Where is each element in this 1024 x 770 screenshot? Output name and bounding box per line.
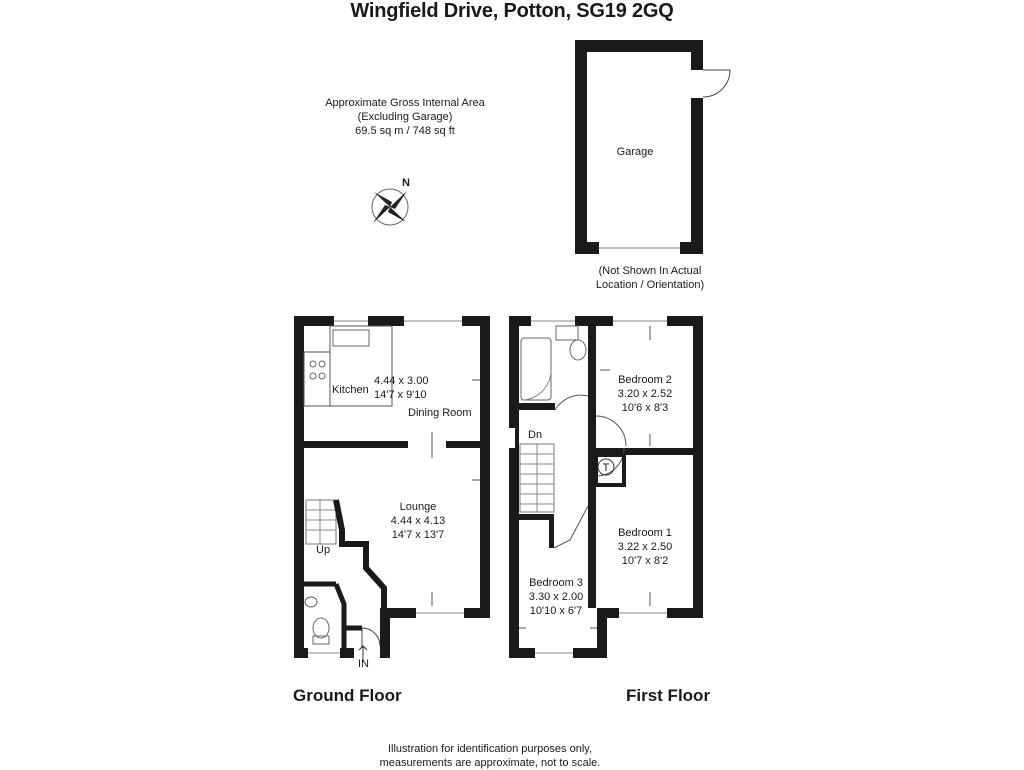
kitchen-label: Kitchen: [332, 384, 369, 396]
disclaimer-line-2: measurements are approximate, not to scale.: [379, 757, 601, 769]
bedroom-3-dims-imperial: 10'10 x 6'7: [529, 605, 583, 617]
entry-label: IN: [358, 658, 369, 670]
bedroom-2-dims-imperial: 10'6 x 8'3: [621, 402, 669, 414]
compass-icon: [372, 177, 410, 225]
dining-dims-imperial: 14'7 x 9'10: [374, 389, 427, 401]
area-line-3: 69.5 sq m / 748 sq ft: [355, 125, 455, 137]
bedroom-1-dims-imperial: 10'7 x 8'2: [621, 555, 669, 567]
lounge-dims-metric: 4.44 x 4.13: [390, 515, 446, 527]
garage-plan: [575, 40, 730, 254]
ground-floor-label: Ground Floor: [293, 686, 402, 705]
first-floor-plan: [509, 316, 703, 658]
compass-north-label: N: [402, 177, 410, 189]
page-title: Wingfield Drive, Potton, SG19 2GQ: [350, 0, 674, 22]
cupboard-label: T: [602, 462, 610, 474]
garage-note-line-1: (Not Shown In Actual: [598, 265, 702, 277]
lounge-label: Lounge: [399, 501, 437, 513]
disclaimer: [300, 742, 680, 770]
bedroom-1-dims-metric: 3.22 x 2.50: [617, 541, 673, 553]
bedroom-2-dims-metric: 3.20 x 2.52: [617, 388, 673, 400]
area-line-2: (Excluding Garage): [357, 111, 453, 123]
ground-floor-plan: [294, 316, 490, 670]
first-floor-label: First Floor: [626, 686, 711, 705]
stairs-up-label: Up: [316, 544, 331, 556]
lounge-dims-imperial: 14'7 x 13'7: [391, 529, 445, 541]
dining-dims-metric: 4.44 x 3.00: [374, 375, 429, 387]
dining-room-label: Dining Room: [408, 407, 472, 419]
stairs-down-label: Dn: [528, 429, 543, 441]
bedroom-3-dims-metric: 3.30 x 2.00: [528, 591, 584, 603]
area-line-1: Approximate Gross Internal Area: [325, 97, 485, 109]
disclaimer-line-1: Illustration for identification purposes only,: [387, 743, 592, 755]
garage-note-line-2: Location / Orientation): [595, 279, 705, 291]
garage-note: [575, 264, 725, 292]
bedroom-3-label: Bedroom 3: [529, 577, 583, 589]
bedroom-1-label: Bedroom 1: [618, 527, 672, 539]
bedroom-2-label: Bedroom 2: [618, 374, 672, 386]
garage-label: Garage: [616, 146, 654, 158]
